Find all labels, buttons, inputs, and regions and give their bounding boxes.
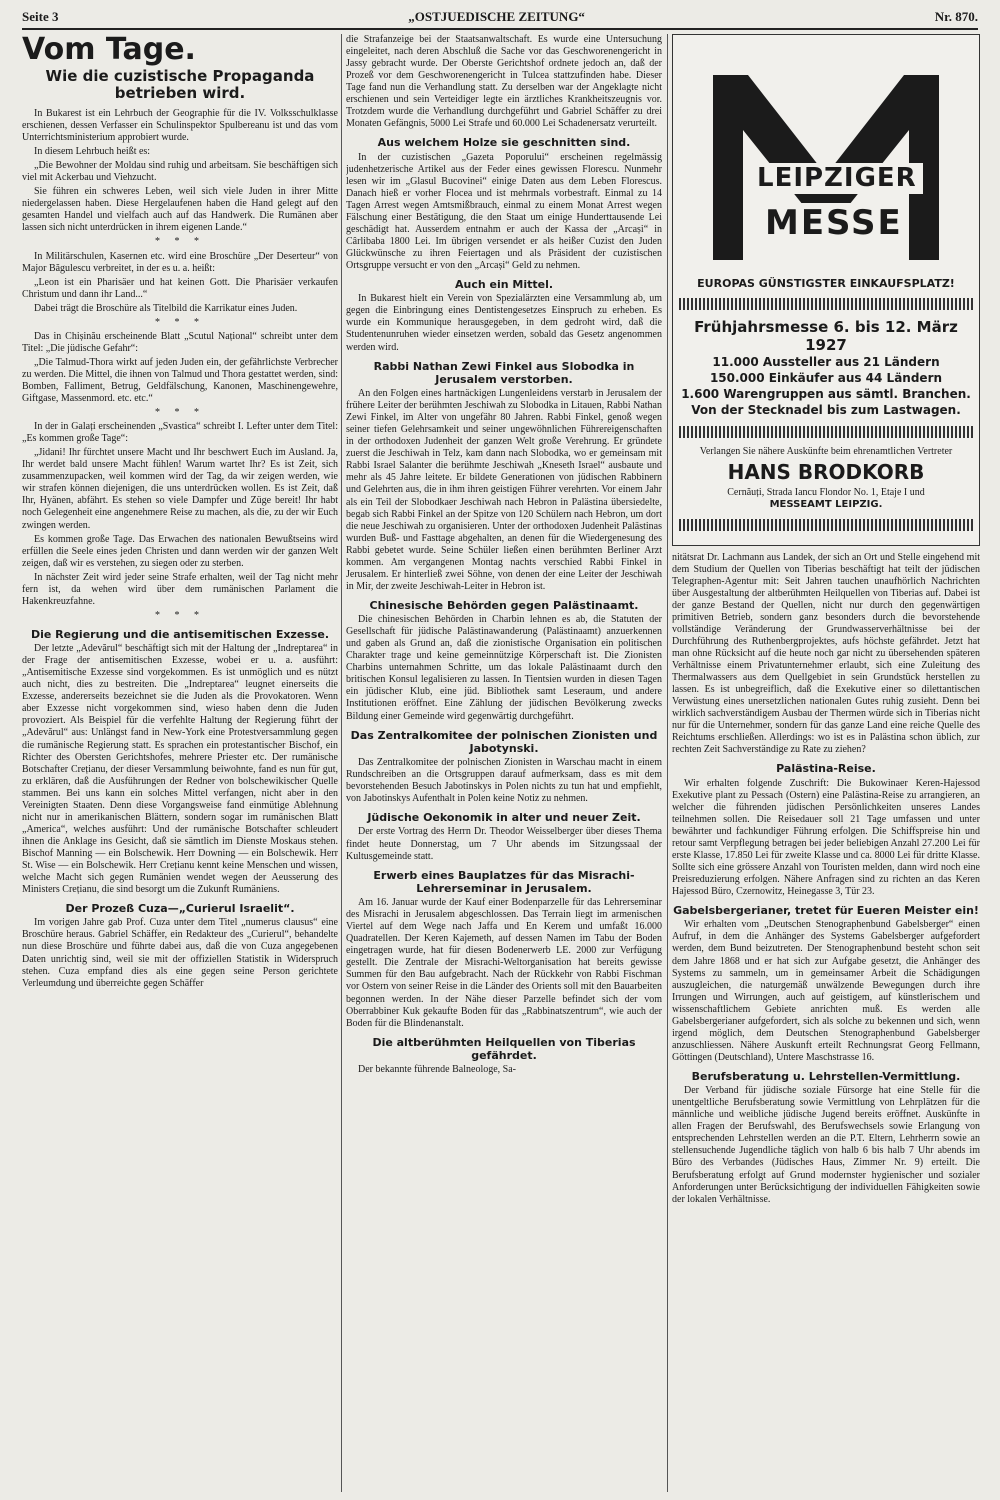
article-headline: Die Regierung und die antisemitischen Exzesse. [30,627,330,641]
paragraph: Der Verband für jüdische soziale Fürsorge hat eine Stelle für die unentgeltliche Berufsberatung sowie Vermittlung von Lehrplätzen für die männliche und weibliche jüdische Jugend bereits eröffnet. Auskünfte in allen Fragen der Berufswahl, des Berufswechsels sowie Erlangung von entsprechenden Lehrstellen werden an die P.T. Eltern, Lehrherrn sowie an stellensuchende Jugendliche täglich von halb 6 bis halb 7 Uhr abends im Büro des Verbandes (Jüdisches Haus, Zimmer Nr. 9) erteilt. Die Berufsberatung erfolgt auf Grund modernster hygienischer und sozialer Anforderungen unter Berücksichtigung der individuellen Fähigkeiten sowie der lokalen Verhältnisse. [672,1085,980,1205]
ad-address: Cernăuți, Strada Iancu Flondor No. 1, Etaje I und [727,486,925,498]
article-headline: Palästina-Reise. [776,762,876,776]
ad-title: Frühjahrsmesse 6. bis 12. März 1927 [694,318,958,355]
article-headline: Das Zentralkomitee der polnischen Zionisten und Jabotynski. [350,728,658,755]
newspaper-name: „OSTJUEDISCHE ZEITUNG“ [408,9,585,24]
hatched-divider [679,298,973,310]
issue-number: Nr. 870. [934,9,978,24]
ad-note: Verlangen Sie nähere Auskünfte beim ehrenamtlichen Vertreter [699,446,953,458]
article-headline: Die altberühmten Heilquellen von Tiberias gefährdet. [372,1035,636,1062]
logo-line-2: MESSE [759,203,909,244]
paragraph: In nächster Zeit wird jeder seine Strafe erhalten, weil der Tag nicht mehr fern ist, da wehen wird über dem rumänischen Parlament die Hakenkreuzfahne. [22,571,338,607]
separator-stars: * * * [155,236,205,248]
separator-stars: * * * [155,316,205,328]
paragraph: In diesem Lehrbuch heißt es: [34,146,151,158]
paragraph: In Militärschulen, Kasernen etc. wird eine Broschüre „Der Deserteur“ von Major Băgulescu verbreitet, in der es u. a. heißt: [22,250,338,274]
paragraph: In Bukarest ist ein Lehrbuch der Geographie für die IV. Volksschulklasse erschienen, dessen Verfasser ein Schulinspektor Spulbereanu ist und das vom Unterrichtsministerium approbiert wurde. [22,108,338,144]
paragraph: Es kommen große Tage. Das Erwachen des nationalen Bewußtseins wird erfüllen die Seele eines jeden Christen und dann werden wir der ganzen Welt zeigen, daß wir es verstehen, zu siegen oder zu sterben. [22,533,338,569]
paragraph: Das Zentralkomitee der polnischen Zionisten in Warschau macht in einem Rundschreiben an die Ortsgruppen darauf aufmerksam, dass es mit dem bevorstehenden Besuch Jabotinskys in Polen nichts zu tun hat und empfiehlt, von Jabotinskys Aufenthalt in Polen keine Notiz zu nehmen. [346,757,662,805]
hatched-divider [679,426,973,438]
logo-line-1: LEIPZIGER [751,163,923,194]
paragraph: Das in Chișinău erscheinende Blatt „Scutul Național“ schreibt unter dem Titel: „Die jüdische Gefahr“: [22,330,338,354]
page-number: Seite 3 [22,9,59,24]
article-headline: Auch ein Mittel. [454,278,554,292]
paragraph: In der in Galați erscheinenden „Svastica“ schreibt I. Lefter unter dem Titel: „Es kommen große Tage“: [22,421,338,445]
column-3 [672,34,980,1492]
ad-office: MESSEAMT LEIPZIG. [769,498,883,510]
paragraph: „Jidani! Ihr fürchtet unsere Macht und Ihr beschwert Euch im Ausland. Ja, Ihr werdet bald unsere Macht fühlen! Warum wartet Ihr? Es ist Zeit, sich zusammenzupacken, weil kommen wird der Tag, da wir zeigen werden, wie wir strafen können diejenigen, die uns unterdrücken wollen. Es ist Zeit, daß Ihr, Hyänen, abfährt. Es stehen so viele Dampfer und Züge bereit! Ihr habt noch Gelegenheit eine angenehmere Reise zu machen, als die, zu der wir Euch zwingen werden. [22,447,338,531]
paragraph: „Die Bewohner der Moldau sind ruhig und arbeitsam. Sie beschäftigen sich viel mit Ackerbau und Viehzucht. [22,160,338,184]
paragraph: Der letzte „Adevărul“ beschäftigt sich mit der Haltung der „Indreptarea“ in der Frage der antisemitischen Exzesse, wobei er u. a. ausführt: „Antisemitische Exzesse sind vorgekommen. Es ist unmöglich und es nützt auch nicht, dies zu bestreiten. Die „Indreptarea“ leugnet einerseits die Exzesse, andererseits bezeichnet sie die Juden als die Provokatoren. Wenn aber Exzesse nicht vorgekommen sind, wieso haben denn die Juden provoziert. Als Beispiel für die verfehlte Haltung der Regierung führt der „Adevărul“ aus: Unlängst fand in New-York eine Protestversammlung gegen die rumänische Regierung statt. Es sprachen ein protestantischer Bischof, ein Richter des Obersten Gerichtshofes, mehrere Priester etc. Der rumänische Botschafter Crețianu, der dieser Versammlung beiwohnte, fand es nun für gut, zu erklären, daß die Ausführungen der Redner von bolschewikischer Quelle stammen. Bei uns kann ein solches Mittel verfangen, nicht aber in den Vereinigten Staaten. Denn diese Vorgangsweise fand einmütige Ablehnung nicht nur in amerikanischen Blättern, sondern sogar im rumänischen Blatt „America“, welches ausführt: Und der rumänische Botschafter schleudert ihnen die Anklage ins Gesicht, daß sie sämtlich im Dienste Moskaus stehen. Bischof Manning — ein Bolschewik. Herr Downing — ein Bolschewik. Herr St. Wise — ein Bolschewik. Herr Crețianu kennt keine Menschen und wissen, welche Macht sich gegen Rumänien wendet wegen der Aeusserung des Ministers Crețianu, die sind besorgt um die Zukunft Rumäniens. [22,643,338,896]
messe-logo [673,35,979,275]
paragraph: nitätsrat Dr. Lachmann aus Landek, der sich an Ort und Stelle eingehend mit dem Studium der Quellen von Tiberias beschäftigt hat teilt der jüdischen Telegraphen-Agentur mit: Seit Jahren tauchen unaufhörlich Nachrichten über Ausgestaltung der altberühmten Heilquellen von Tiberias auf. Dabei ist der ganze Bestand der Quellen, nicht nur durch den gegenwärtigen primitiven Betrieb, sondern ganz besonders durch die bevorstehende vollständige Veränderung der Grundwasserverhältnisse bei der Durchführung des Ruthenbergprojektes, aufs höchste gefährdet. Jetzt hat man ohne Rücksicht auf die heute noch gar nicht zu übersehenden späteren Verhältnisse einem Privatunternehmer erlaubt, sich eine Zuleitung des Thermalwassers aus dem Quellgebiet in sein Grundstück herstellen zu lassen. Es ist unbegreiflich, daß die Exekutive einer so dilettantischen Verwüstung eines unersetzlichen nationalen Gutes ruhig zusieht. Denn bei wirklich sachverständigem Ausbau der Thermen würde sich in Tiberias nicht nur für die Unternehmer, sondern für das ganze Land eine reiche Quelle des Reichtums erschließen. Allerdings: wo ist es in Palästina schon üblich, zur rechten Zeit Sachverständige zu Rate zu ziehen? [672,551,980,756]
article-headline: Gabelsbergerianer, tretet für Eueren Meister ein! [673,904,979,918]
ad-tagline: EUROPAS GÜNSTIGSTER EINKAUFSPLATZ! [697,277,955,290]
column-2 [346,34,662,1492]
paragraph: An den Folgen eines hartnäckigen Lungenleidens verstarb in Jerusalem der frühere Leiter der berühmten Jeschiwah zu Slobodka in Litauen, Rabbi Nathan Zewi Finkel, im Alter von ungefähr 80 Jahren. Rabbi Finkel, genoß wegen seiner tiefen Gelehrsamkeit und seiner ungewöhnlichen Führereigenschaften in der orthodoxen Judenheit der ganzen Welt große Verehrung. Er gründete zuerst die Jeschiwah in Telz, kam dann nach Slobodka, wo er gemeinsam mit Rabbi Israel Salanter die berühmte Jeschiwah „Kneseth Israel“ ausbaute und mehr als 45 Jahre leitete. Er bildete Generationen von jüdischen Rabbinern und Gelehrten aus, die in ihm ihren geistigen Führer verehrten. Vor einem Jahr als ein Teil der Slobodkaer Jeschiwah nach Hebron in Palästina übersiedelte, begab sich Rabbi Finkel an der Spitze von 120 Schülern nach Hebron, um dort die neue Jeschiwah zu organisieren. Unter der orthodoxen Judenheit Palästinas wurden Buß- und Fasttage abgehalten, an denen für die Wiedergenesung des Rabbi gebetet wurde. Seine Schüler ließen einen berühmten Berliner Arzt kommen. Am vergangenen Montag nachts verschied Rabbi Finkel in Jerusalem. Er hinterließ zwei Söhne, von denen der eine Leiter der Jeschiwah in Mir, der zweite Jeschiwah-Leiter in Hebron ist. [346,388,662,592]
paragraph: Sie führen ein schweres Leben, weil sich viele Juden in ihrer Mitte niedergelassen haben. Diese Hergelaufenen haben die Hand gelegt auf den gesamten Handel und vielfach auch auf das Handwerk. Die Rumänen aber lassen sich nicht unterdrücken in ihrem eigenen Lande.“ [22,186,338,234]
column-1 [22,34,338,1492]
paragraph: „Die Talmud-Thora wirkt auf jeden Juden ein, der gefährlichste Verbrecher zu werden. Die Mittel, die ihnen von Talmud und Thora gestattet werden, sind: Bomben, Falliment, Betrug, Geldfälschung, Kanonen, Maschinengewehre, Giftgase, Massenmord. etc. etc.“ [22,356,338,405]
paragraph: Der bekannte führende Balneologe, Sa- [358,1064,516,1076]
separator-stars: * * * [155,407,205,419]
advertisement-leipziger-messe [672,34,980,546]
article-headline: Aus welchem Holze sie geschnitten sind. [377,136,631,150]
paragraph: Die chinesischen Behörden in Charbin lehnen es ab, die Statuten der Gesellschaft für jüdische Palästinawanderung (Palästinaamt) anzuerkennen und gaben als Grund an, daß die zionistische Organisation ein politischen Charakter trage und keine gemeinnützige Körperschaft ist. Die Zionisten Charbins unternahmen Schritte, um das lokale Palästinaamt durch den britischen Konsul legalisieren zu lassen. In Tientsien wurden in diesen Tagen ein jüdischer Klub, eine jüd. Bibliothek samt Leseraum, und andere Institutionen eröffnet. Eine Zählung der jüdischen Bevölkerung zwecks Bildung einer Gemeinde wird gegenwärtig durchgeführt. [346,614,662,722]
paragraph: Der erste Vortrag des Herrn Dr. Theodor Weisselberger über dieses Thema findet heute Donnerstag, um 7 Uhr abends im Sitzungssaal der Kultusgemeinde statt. [346,826,662,862]
paragraph: „Leon ist ein Pharisäer und hat keinen Gott. Die Pharisäer verkaufen Christum und dann ihr Land...“ [22,276,338,300]
ad-line: 150.000 Einkäufer aus 44 Ländern [709,371,943,386]
paragraph: Wir erhalten vom „Deutschen Stenographenbund Gabelsberger“ einen Aufruf, in dem die Anhänger des Systems Gabelsberger aufgefordert werden, dem Bund beizutreten. Der Stenographenbund besteht schon seit dem Jahre 1868 und er hat sich zur Aufgabe gesetzt, die Anhänger des Systems zu sammeln, um in gemeinsamer Arbeit die Schädigungen auszugleichen, die naturgemäß unwälzende Bewegungen durch ihre Irrungen und Wirrungen, auch auf geistigem, auf künstlerischem und wissenschaftlichem Gebiete anrichten muß. Es werden alle Gabelsbergerianer aufgefordert, sich als solche zu bekennen und sich, wenn irgend möglich, dem Deutschen Stenographenbund Gabelsberger anzuschliessen. Nähere Auskunft erteilt Rechnungsrat Georg Fellmann, Göttingen (Deutschland), Untere Maschstrasse 16. [672,919,980,1063]
article-headline: Jüdische Oekonomik in alter und neuer Zeit. [367,811,641,825]
paragraph: Am 16. Januar wurde der Kauf einer Bodenparzelle für das Lehrerseminar des Misrachi in Jerusalem abgeschlossen. Das Terrain liegt im armenischen Viertel auf dem Wege nach Jaffa und En Kerem und umfaßt 16.000 Quadratellen. Der Keren Kajemeth, auf dessen Namen im Tabu der Boden eingetragen wurde, hat für diesen Bodenerwerb LE. 2000 zur Verfügung gestellt. Die Zentrale der Misrachi-Weltorganisation hat bereits gewisse Summen für den Bau aufgebracht. Nach der Rückkehr von Rabbi Fischman vor Ostern von seiner Reise in die Länder des Orients soll mit den Bauarbeiten begonnen werden. In der Nähe dieser Parzelle befindet sich der vom Oberrabbiner Kuk gekaufte Boden für das „Rabbinatszentrum“, wie auch der Boden für die Blindenanstalt. [346,897,662,1029]
paragraph: In der cuzistischen „Gazeta Poporului“ erscheinen regelmässig judenhetzerische Artikel aus der Feder eines gewissen Florescu. Nunmehr lesen wir im „Glasul Bucovinei“ einige Daten aus dem Leben Florescus. Danach hieß er vorher Flocea und ist mehrmals vorbestraft. Einmal zu 14 Tagen Arrest wegen Amtsmißbrauch, einmal zu einem Monat Arrest wegen Fälschung einer Bestätigung, die den Staat um einige Hunderttausende Lei geschädigt hat. Ausserdem entnahm er auch der Kassa der „Arcași“ in Cârlibaba 1800 Lei. Im übrigen versendet er als heißer Cuzist den Juden Glückwünsche zu ihren Feiertagen und als Präsident der cuzistischen Ortsgruppe versucht er von den „Arcași“ Geld zu nehmen. [346,151,662,272]
article-headline: Der Prozeß Cuza—„Curierul Israelit“. [65,902,295,916]
article-headline: Rabbi Nathan Zewi Finkel aus Slobodka in Jerusalem verstorben. [373,359,635,386]
paragraph: die Strafanzeige bei der Staatsanwaltschaft. Es wurde eine Untersuchung eingeleitet, nach deren Abschluß die Sache vor das Geschworenengericht in Jassy gebracht wurde. Der Oberste Gerichtshof ordnete jedoch an, daß der Prozeß vor dem Geschworenengericht in Tulcea stattzufinden habe. Dieser Tage fand nun die Verhandlung statt. Zu derselben war der Angeklagte nicht erschienen und sein Verteidiger legte ein ärztliches Krankheitszeugnis vor. Trotzdem wurde die Verhandlung durchgeführt und Gabriel Schäffer zu drei Monaten Gefängnis, 5000 Lei Strafe und 60.000 Lei Schadenersatz verurteilt. [346,34,662,130]
ad-line: 1.600 Warengruppen aus sämtl. Branchen. [681,387,971,402]
paragraph: In Bukarest hielt ein Verein von Spezialärzten eine Versammlung ab, um gegen die Einbringung eines Dentistengesetzes Einspruch zu erheben. Es wurde ein Kommunique herausgegeben, in dem gedroht wird, daß die Studentenunruhen wieder einsetzen werden, sobald das Gesetz angenommen werden wird. [346,293,662,353]
column-rule-2 [667,34,668,1492]
column-rule-1 [341,34,342,1492]
article-headline: Chinesische Behörden gegen Palästinaamt. [369,598,639,612]
section-title: Vom Tage. [22,34,196,67]
paragraph: Wir erhalten folgende Zuschrift: Die Bukowinaer Keren-Hajessod Exekutive plant zu Pessach (Ostern) eine Palästina-Reise zu arrangieren, an welcher die führenden jüdischen Persönlichkeiten unseres Landes teilnehmen sollen. Die Reisedauer soll 21 Tage umfassen und unter bewährter und fachkundiger Führung erfolgen. Die Schiffspreise hin und retour samt Verpflegung betragen bei jeder beliebigen Anzahl 27.200 Lei für erste Klasse, 17.850 Lei für zweite Klasse und ca. 8000 Lei für dritte Klasse. Sollte sich eine grössere Anzahl von Touristen melden, dann wird noch eine Preisreduzierung erfolgen. Nähere Anfragen sind zu richten an das Keren Hajessod Büro, Czernowitz, Heinegasse 3, Tür 23. [672,777,980,898]
paragraph: Im vorigen Jahre gab Prof. Cuza unter dem Titel „numerus clausus“ eine Broschüre heraus. Gabriel Schäffer, ein Redakteur des „Curierul“, behandelte nun diese Broschüre und führte dabei aus, daß die von Cuza angegebenen Daten unrichtig sind, weil sie mit der offiziellen Statistik in Widerspruch stehen. Cuza empfand dies als eine gegen seine Person gerichtete Verleumdung und überreichte gegen Schäffer [22,917,338,989]
paragraph: Dabei trägt die Broschüre als Titelbild die Karrikatur eines Juden. [34,302,298,314]
article-headline: Erwerb eines Bauplatzes für das Misrachi-Lehrerseminar in Jerusalem. [373,868,635,895]
article-headline: Berufsberatung u. Lehrstellen-Vermittlung. [691,1069,961,1083]
article-headline: Wie die cuzistische Propaganda betrieben wird. [45,67,315,102]
separator-stars: * * * [155,609,205,621]
ad-representative: HANS BRODKORB [727,460,925,485]
ad-line: Von der Stecknadel bis zum Lastwagen. [691,403,961,418]
hatched-divider [679,519,973,531]
masthead [22,6,978,30]
ad-line: 11.000 Aussteller aus 21 Ländern [712,355,940,370]
